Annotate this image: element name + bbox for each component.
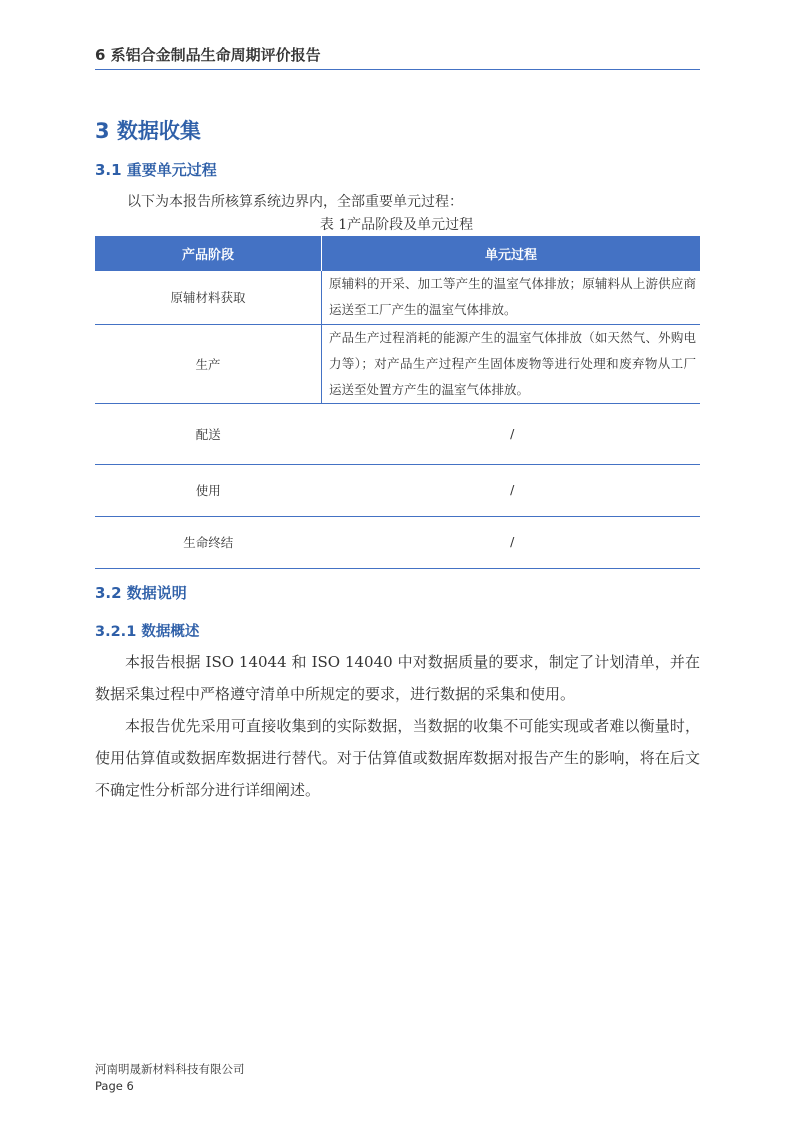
stage-cell: 配送 bbox=[95, 403, 322, 464]
body-paragraph: 本报告优先采用可直接收集到的实际数据，当数据的收集不可能实现或者难以衡量时，使用估算值或数据库数据进行替代。对于估算值或数据库数据对报告产生的影响，将在后文不确定性分析部分进行详细阐述。 bbox=[95, 717, 700, 799]
process-cell: 产品生产过程消耗的能源产生的温室气体排放（如天然气、外购电力等）；对产品生产过程产生固体废物等进行处理和废弃物从工厂运送至处置方产生的温室气体排放。 bbox=[322, 324, 701, 403]
header-divider bbox=[95, 69, 700, 70]
stage-cell: 使用 bbox=[95, 464, 322, 516]
table-row bbox=[95, 516, 700, 568]
table-row bbox=[95, 403, 700, 464]
process-cell: / bbox=[322, 464, 701, 516]
subsection-heading-3-1: 3.1 重要单元过程 bbox=[95, 161, 217, 179]
stage-cell: 生命终结 bbox=[95, 516, 322, 568]
section-heading: 3 数据收集 bbox=[95, 119, 201, 143]
process-cell: / bbox=[322, 403, 701, 464]
column-header-process: 单元过程 bbox=[322, 236, 701, 271]
table-row bbox=[95, 271, 700, 324]
stage-cell: 生产 bbox=[95, 324, 322, 403]
table-row bbox=[95, 324, 700, 403]
stage-cell: 原辅材料获取 bbox=[95, 271, 322, 324]
table-header-row bbox=[95, 236, 700, 271]
process-table bbox=[95, 236, 700, 569]
process-cell: 原辅料的开采、加工等产生的温室气体排放；原辅料从上游供应商运送至工厂产生的温室气体排放。 bbox=[322, 271, 701, 324]
footer-page-number: Page 6 bbox=[95, 1079, 134, 1093]
subsection-heading-3-2: 3.2 数据说明 bbox=[95, 584, 187, 602]
subsection-heading-3-2-1: 3.2.1 数据概述 bbox=[95, 624, 200, 640]
body-paragraph: 本报告根据 ISO 14044 和 ISO 14040 中对数据质量的要求，制定了计划清单，并在数据采集过程中严格遵守清单中所规定的要求，进行数据的采集和使用。 bbox=[95, 653, 700, 703]
header-title: 6 系铝合金制品生命周期评价报告 bbox=[95, 46, 321, 64]
column-header-stage: 产品阶段 bbox=[95, 236, 322, 271]
intro-text: 以下为本报告所核算系统边界内，全部重要单元过程： bbox=[127, 194, 463, 210]
footer-company: 河南明晟新材料科技有限公司 bbox=[95, 1062, 245, 1076]
table-caption: 表 1产品阶段及单元过程 bbox=[319, 217, 474, 233]
table-row bbox=[95, 464, 700, 516]
process-cell: / bbox=[322, 516, 701, 568]
